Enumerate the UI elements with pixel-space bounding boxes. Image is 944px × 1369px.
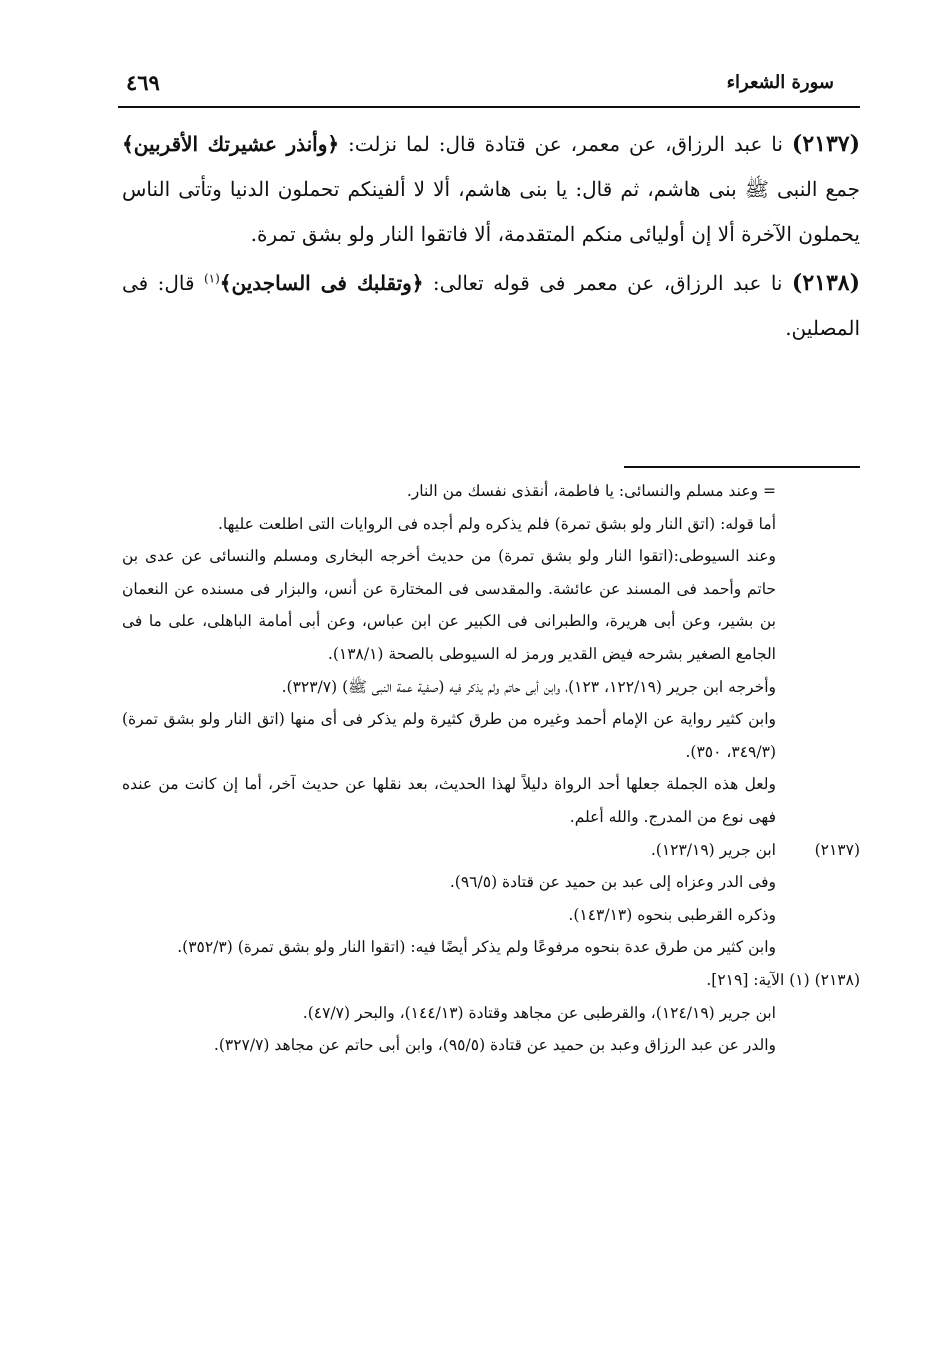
note-line: = وعند مسلم والنسائى: يا فاطمة، أنقذى نفسك من النار. <box>406 482 776 500</box>
hadith-number: (٢١٣٨) <box>791 270 860 296</box>
note-2138 <box>122 997 860 1062</box>
note-line: ابن جرير (١٢٤/١٩)، والقرطبى عن مجاهد وقتادة (١٤٤/١٣)، والبحر (٤٧/٧). <box>302 1003 776 1022</box>
note-line: ولعل هذه الجملة جعلها أحد الرواة دليلاً لهذا الحديث، بعد نقلها عن حديث آخر، أما إن كانت من عنده فهى نوع من المدرج. والله أعلم. <box>122 775 776 826</box>
note-line: وعند السيوطى:(اتقوا النار ولو بشق تمرة) من حديث أخرجه البخارى ومسلم والنسائى عن عدى بن حاتم وأحمد فى المسند عن عائشة. والمقدسى فى المختارة عن أنس، والبزار فى مسنده عن النعمان بن بشير، وعن أبى هريرة، والطبرانى فى الكبير عن ابن عباس، وعن أبى أمامة الباهلى، على ما فى الجامع الصغير بشرحه فيض القدير ورمز له السيوطى بالصحة (١٣٨/١). <box>122 547 776 663</box>
note-label-empty <box>776 475 860 834</box>
hadith-2137 <box>122 122 860 257</box>
note-body <box>122 997 776 1062</box>
hadith-text: جمع النبى ﷺ بنى هاشم، ثم قال: يا بنى هاشم، ألا لا ألفينكم تحملون الدنيا وتأتى الناس يحملون الآخرة ألا إن أوليائى منكم المتقدمة، ألا فاتقوا النار ولو بشق تمرة. <box>122 177 860 246</box>
note-line: والدر عن عبد الرزاق وعبد بن حميد عن قتادة (٩٥/٥)، وابن أبى حاتم عن مجاهد (٣٢٧/٧). <box>213 1036 776 1055</box>
header-rule <box>118 106 860 108</box>
main-text <box>122 122 860 355</box>
note-label-empty <box>776 997 860 1062</box>
hadith-text: قال: فى المصلين. <box>122 271 860 340</box>
hadith-number: (٢١٣٧) <box>791 131 861 157</box>
note-label: (٢١٣٧) <box>814 840 860 859</box>
quran-verse: ﴿وأنذر عشيرتك الأقربين﴾ <box>122 132 340 156</box>
note-line: وابن كثير من طرق عدة بنحوه مرفوعًا ولم يذكر أيضًا فيه: (اتقوا النار ولو بشق تمرة) (٣٥٢/٣). <box>177 938 776 957</box>
hadith-2138 <box>122 261 860 351</box>
page-number: ٤٦٩ <box>126 70 160 95</box>
footnote-ref: (١) <box>203 271 220 286</box>
footnote-rule <box>624 466 860 468</box>
note-line: أما قوله: (اتق النار ولو بشق تمرة) فلم يذكره ولم أجده فى الروايات التى اطلعت عليها. <box>218 514 776 533</box>
hadith-text: نا عبد الرزاق، عن معمر، عن قتادة قال: لما نزلت: <box>348 132 783 156</box>
footnotes <box>122 475 860 1062</box>
note-line: وابن كثير رواية عن الإمام أحمد وغيره من طرق كثيرة ولم يذكر فى أى منها (اتق النار ولو بشق تمرة) (٣٤٩/٣، ٣٥٠). <box>122 710 776 761</box>
surah-title: سورة الشعراء <box>726 72 834 93</box>
note-line: ابن جرير (١٢٣/١٩). <box>650 840 776 859</box>
note-body <box>122 834 776 964</box>
note-line: وأخرجه ابن جرير (١٢٢/١٩، ١٢٣)، وابن أبى حاتم ولم يذكر فيه (صفية عمة النبى ﷺ) (٣٢٣/٧). <box>281 677 776 696</box>
note-2137 <box>122 834 860 964</box>
note-body <box>122 475 776 834</box>
note-line: وذكره القرطبى بنحوه (١٤٣/١٣). <box>568 905 776 924</box>
page-header <box>118 72 834 102</box>
quran-verse: ﴿وتقلبك فى الساجدين﴾ <box>219 271 424 295</box>
note-continuation <box>122 475 860 834</box>
note-line: وفى الدر وعزاه إلى عبد بن حميد عن قتادة (٩٦/٥). <box>449 873 776 892</box>
hadith-text: نا عبد الرزاق، عن معمر فى قوله تعالى: <box>432 271 783 295</box>
note-2138-head: (٢١٣٨) (١) الآية: [٢١٩]. <box>706 970 860 989</box>
